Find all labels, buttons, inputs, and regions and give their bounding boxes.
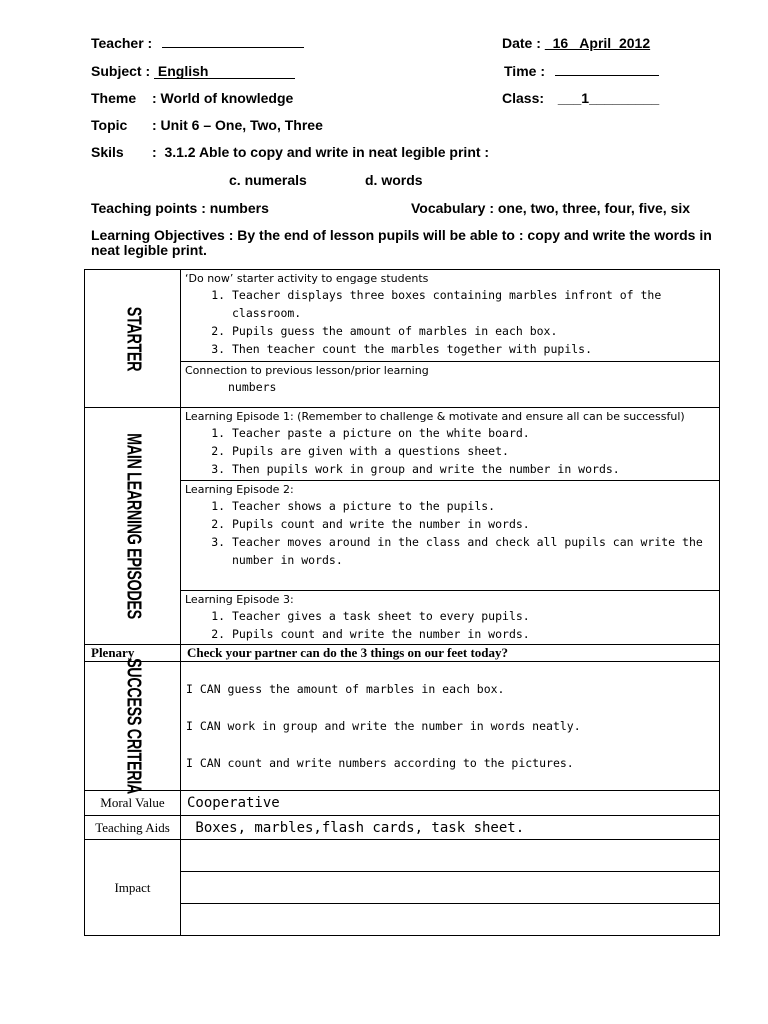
topic-label: Topic [91, 117, 128, 133]
plenary-label: Plenary [85, 645, 181, 662]
skills-line [91, 144, 490, 160]
subject-label: Subject : [91, 63, 151, 79]
list-item: 1. Teacher gives a task sheet to every pupils. [232, 607, 719, 625]
episode3-cell [181, 591, 720, 645]
theme-value: : World of knowledge [152, 90, 294, 106]
episode2-caption: Learning Episode 2: [185, 483, 294, 496]
moral-value: Cooperative [181, 791, 720, 816]
episode1-caption: Learning Episode 1: (Remember to challenge & motivate and ensure all can be successful) [185, 410, 685, 423]
time-field[interactable] [555, 63, 659, 76]
starter-label-cell [85, 270, 181, 408]
list-item: 2. Pupils count and write the number in words. [232, 515, 719, 533]
success-criteria-cell [181, 662, 720, 791]
subject-field: English [154, 63, 295, 79]
main-label-cell [85, 408, 181, 645]
list-item: 1. Teacher paste a picture on the white board. [232, 424, 719, 442]
success-item: I CAN count and write numbers according to the pictures. [186, 756, 574, 770]
list-item: 1. Teacher shows a picture to the pupils. [232, 497, 719, 515]
list-item: 3. Teacher moves around in the class and check all pupils can write the number in words. [232, 533, 719, 569]
episode2-cell [181, 481, 720, 591]
connection-caption: Connection to previous lesson/prior learning [185, 364, 429, 377]
teacher-line [91, 35, 304, 51]
skill-d: d. words [365, 172, 423, 188]
episode3-steps [181, 607, 719, 643]
episode3-caption: Learning Episode 3: [185, 593, 294, 606]
date-label: Date : [502, 35, 541, 51]
topic-value: : Unit 6 – One, Two, Three [152, 117, 323, 133]
episode1-cell [181, 408, 720, 481]
list-item: 3. Then pupils work in group and write the number in words. [232, 460, 719, 478]
connection-value: numbers [228, 380, 277, 394]
teacher-label: Teacher : [91, 35, 153, 51]
class-line [502, 90, 659, 106]
main-label: MAIN LEARNING EPISODES [122, 433, 144, 619]
episode2-steps [181, 497, 719, 569]
success-label-cell [85, 658, 181, 794]
starter-label: STARTER [122, 306, 144, 371]
theme-line [91, 90, 294, 106]
lesson-plan-table [84, 269, 720, 936]
subject-line [91, 63, 295, 79]
impact-row-1[interactable] [181, 840, 720, 872]
objectives-line-2: neat legible print. [91, 242, 207, 258]
success-label: SUCCESS CRITERIA [122, 658, 144, 794]
impact-row-2[interactable] [181, 872, 720, 904]
plenary-text: Check your partner can do the 3 things on our feet today? [181, 645, 720, 662]
time-label: Time : [504, 63, 545, 79]
starter-steps [181, 286, 719, 358]
impact-label: Impact [85, 840, 181, 936]
skills-value: : 3.1.2 Able to copy and write in neat legible print : [152, 144, 490, 160]
date-line [502, 35, 650, 51]
class-value: ___1_________ [557, 90, 660, 106]
list-item: 3. Then teacher count the marbles together with pupils. [232, 340, 719, 358]
list-item: 2. Pupils are given with a questions sheet. [232, 442, 719, 460]
success-item: I CAN work in group and write the number in words neatly. [186, 719, 581, 733]
date-field: 16 April 2012 [544, 35, 651, 51]
starter-caption: ‘Do now’ starter activity to engage students [185, 272, 429, 285]
time-line [504, 63, 659, 79]
starter-activity-cell [181, 270, 720, 362]
connection-cell [181, 362, 720, 408]
episode1-steps [181, 424, 719, 478]
class-label: Class: [502, 90, 545, 106]
objectives-line-1: Learning Objectives : By the end of lesson pupils will be able to : copy and write the words in [91, 227, 712, 243]
theme-label: Theme [91, 90, 137, 106]
list-item: 2. Pupils count and write the number in words. [232, 625, 719, 643]
moral-label: Moral Value [85, 791, 181, 816]
impact-row-3[interactable] [181, 904, 720, 936]
teacher-field[interactable] [162, 35, 304, 48]
aids-label: Teaching Aids [85, 816, 181, 840]
teaching-points: Teaching points : numbers [91, 200, 269, 216]
list-item: 1. Teacher displays three boxes containing marbles infront of the classroom. [232, 286, 719, 322]
success-item: I CAN guess the amount of marbles in each box. [186, 682, 505, 696]
topic-line [91, 117, 323, 133]
aids-value: Boxes, marbles,flash cards, task sheet. [181, 816, 720, 840]
list-item: 2. Pupils guess the amount of marbles in each box. [232, 322, 719, 340]
skills-label: Skils [91, 144, 124, 160]
vocabulary: Vocabulary : one, two, three, four, five, six [411, 200, 691, 216]
skill-c: c. numerals [229, 172, 307, 188]
